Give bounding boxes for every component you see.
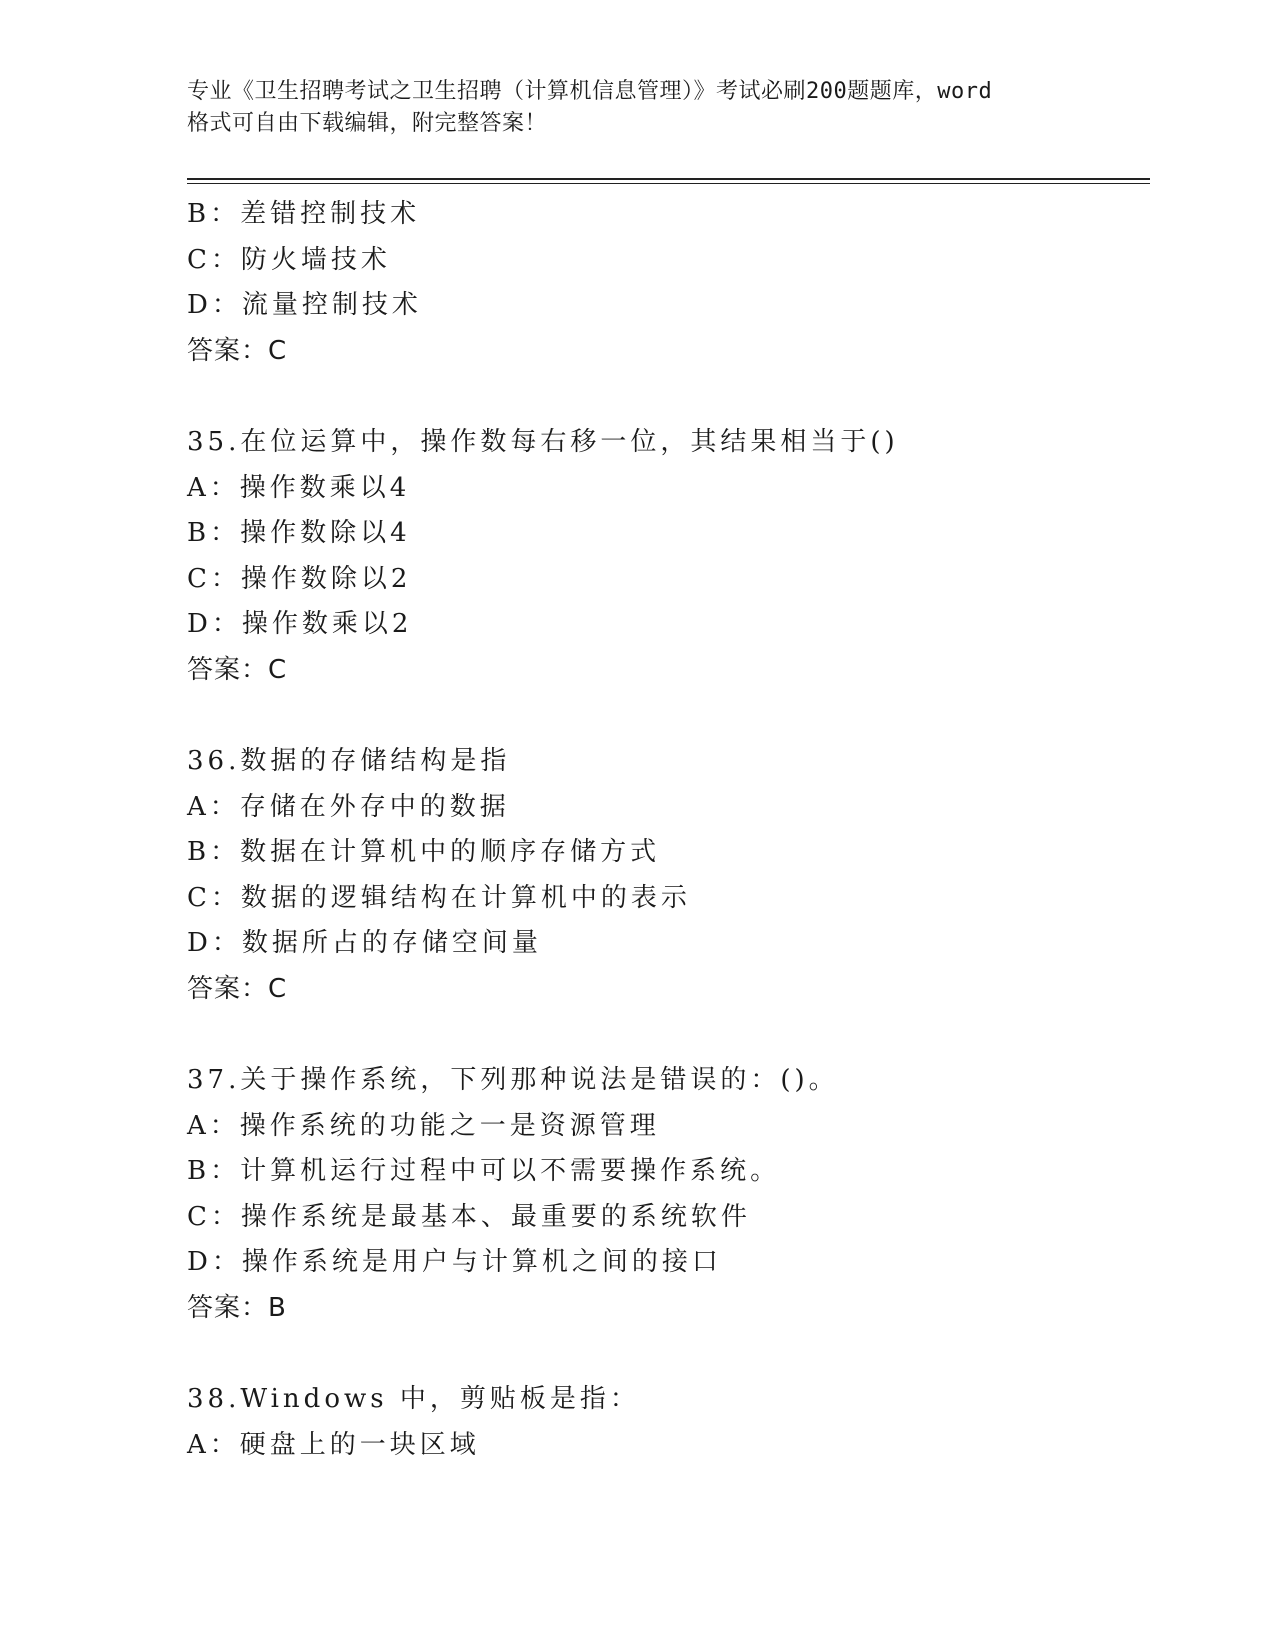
spacer <box>187 1331 1147 1377</box>
answer: 答案：C <box>187 973 288 1004</box>
option-d: D：操作数乘以2 <box>187 609 413 639</box>
spacer <box>187 374 1147 420</box>
option-a: A：操作数乘以4 <box>187 472 411 503</box>
header-line-1: 专业《卫生招聘考试之卫生招聘（计算机信息管理）》考试必刷200题题库，word <box>187 79 993 104</box>
option-b: B：数据在计算机中的顺序存储方式 <box>187 837 661 867</box>
option-d: D：流量控制技术 <box>187 290 422 320</box>
option-d: D：数据所占的存储空间量 <box>187 928 542 958</box>
option-c: C：操作系统是最基本、最重要的系统软件 <box>187 1201 751 1232</box>
question-block-36 <box>187 739 1147 1012</box>
spacer <box>187 1012 1147 1058</box>
question-text: 38.Windows 中，剪贴板是指： <box>187 1384 640 1414</box>
question-block-37 <box>187 1058 1147 1331</box>
question-text: 36.数据的存储结构是指 <box>187 746 511 776</box>
option-d: D：操作系统是用户与计算机之间的接口 <box>187 1247 722 1277</box>
header-divider <box>187 178 1150 184</box>
question-text: 35.在位运算中，操作数每右移一位，其结果相当于() <box>187 427 899 457</box>
option-c: C：操作数除以2 <box>187 563 412 594</box>
question-text: 37.关于操作系统，下列那种说法是错误的：()。 <box>187 1065 839 1095</box>
option-c: C：防火墙技术 <box>187 244 391 275</box>
option-a: A：硬盘上的一块区域 <box>187 1429 480 1460</box>
spacer <box>187 693 1147 739</box>
answer: 答案：C <box>187 335 288 366</box>
option-c: C：数据的逻辑结构在计算机中的表示 <box>187 882 691 913</box>
option-a: A：操作系统的功能之一是资源管理 <box>187 1110 660 1141</box>
option-b: B：计算机运行过程中可以不需要操作系统。 <box>187 1156 781 1186</box>
header-line-2: 格式可自由下载编辑，附完整答案！ <box>187 111 548 136</box>
answer: 答案：C <box>187 654 288 685</box>
document-header <box>187 76 1087 140</box>
question-block-34 <box>187 192 1147 374</box>
option-a: A：存储在外存中的数据 <box>187 791 510 822</box>
answer: 答案：B <box>187 1292 287 1323</box>
option-b: B：操作数除以4 <box>187 518 411 548</box>
option-b: B：差错控制技术 <box>187 199 421 229</box>
question-list <box>187 192 1147 1468</box>
question-block-35 <box>187 420 1147 693</box>
question-block-38 <box>187 1377 1147 1468</box>
